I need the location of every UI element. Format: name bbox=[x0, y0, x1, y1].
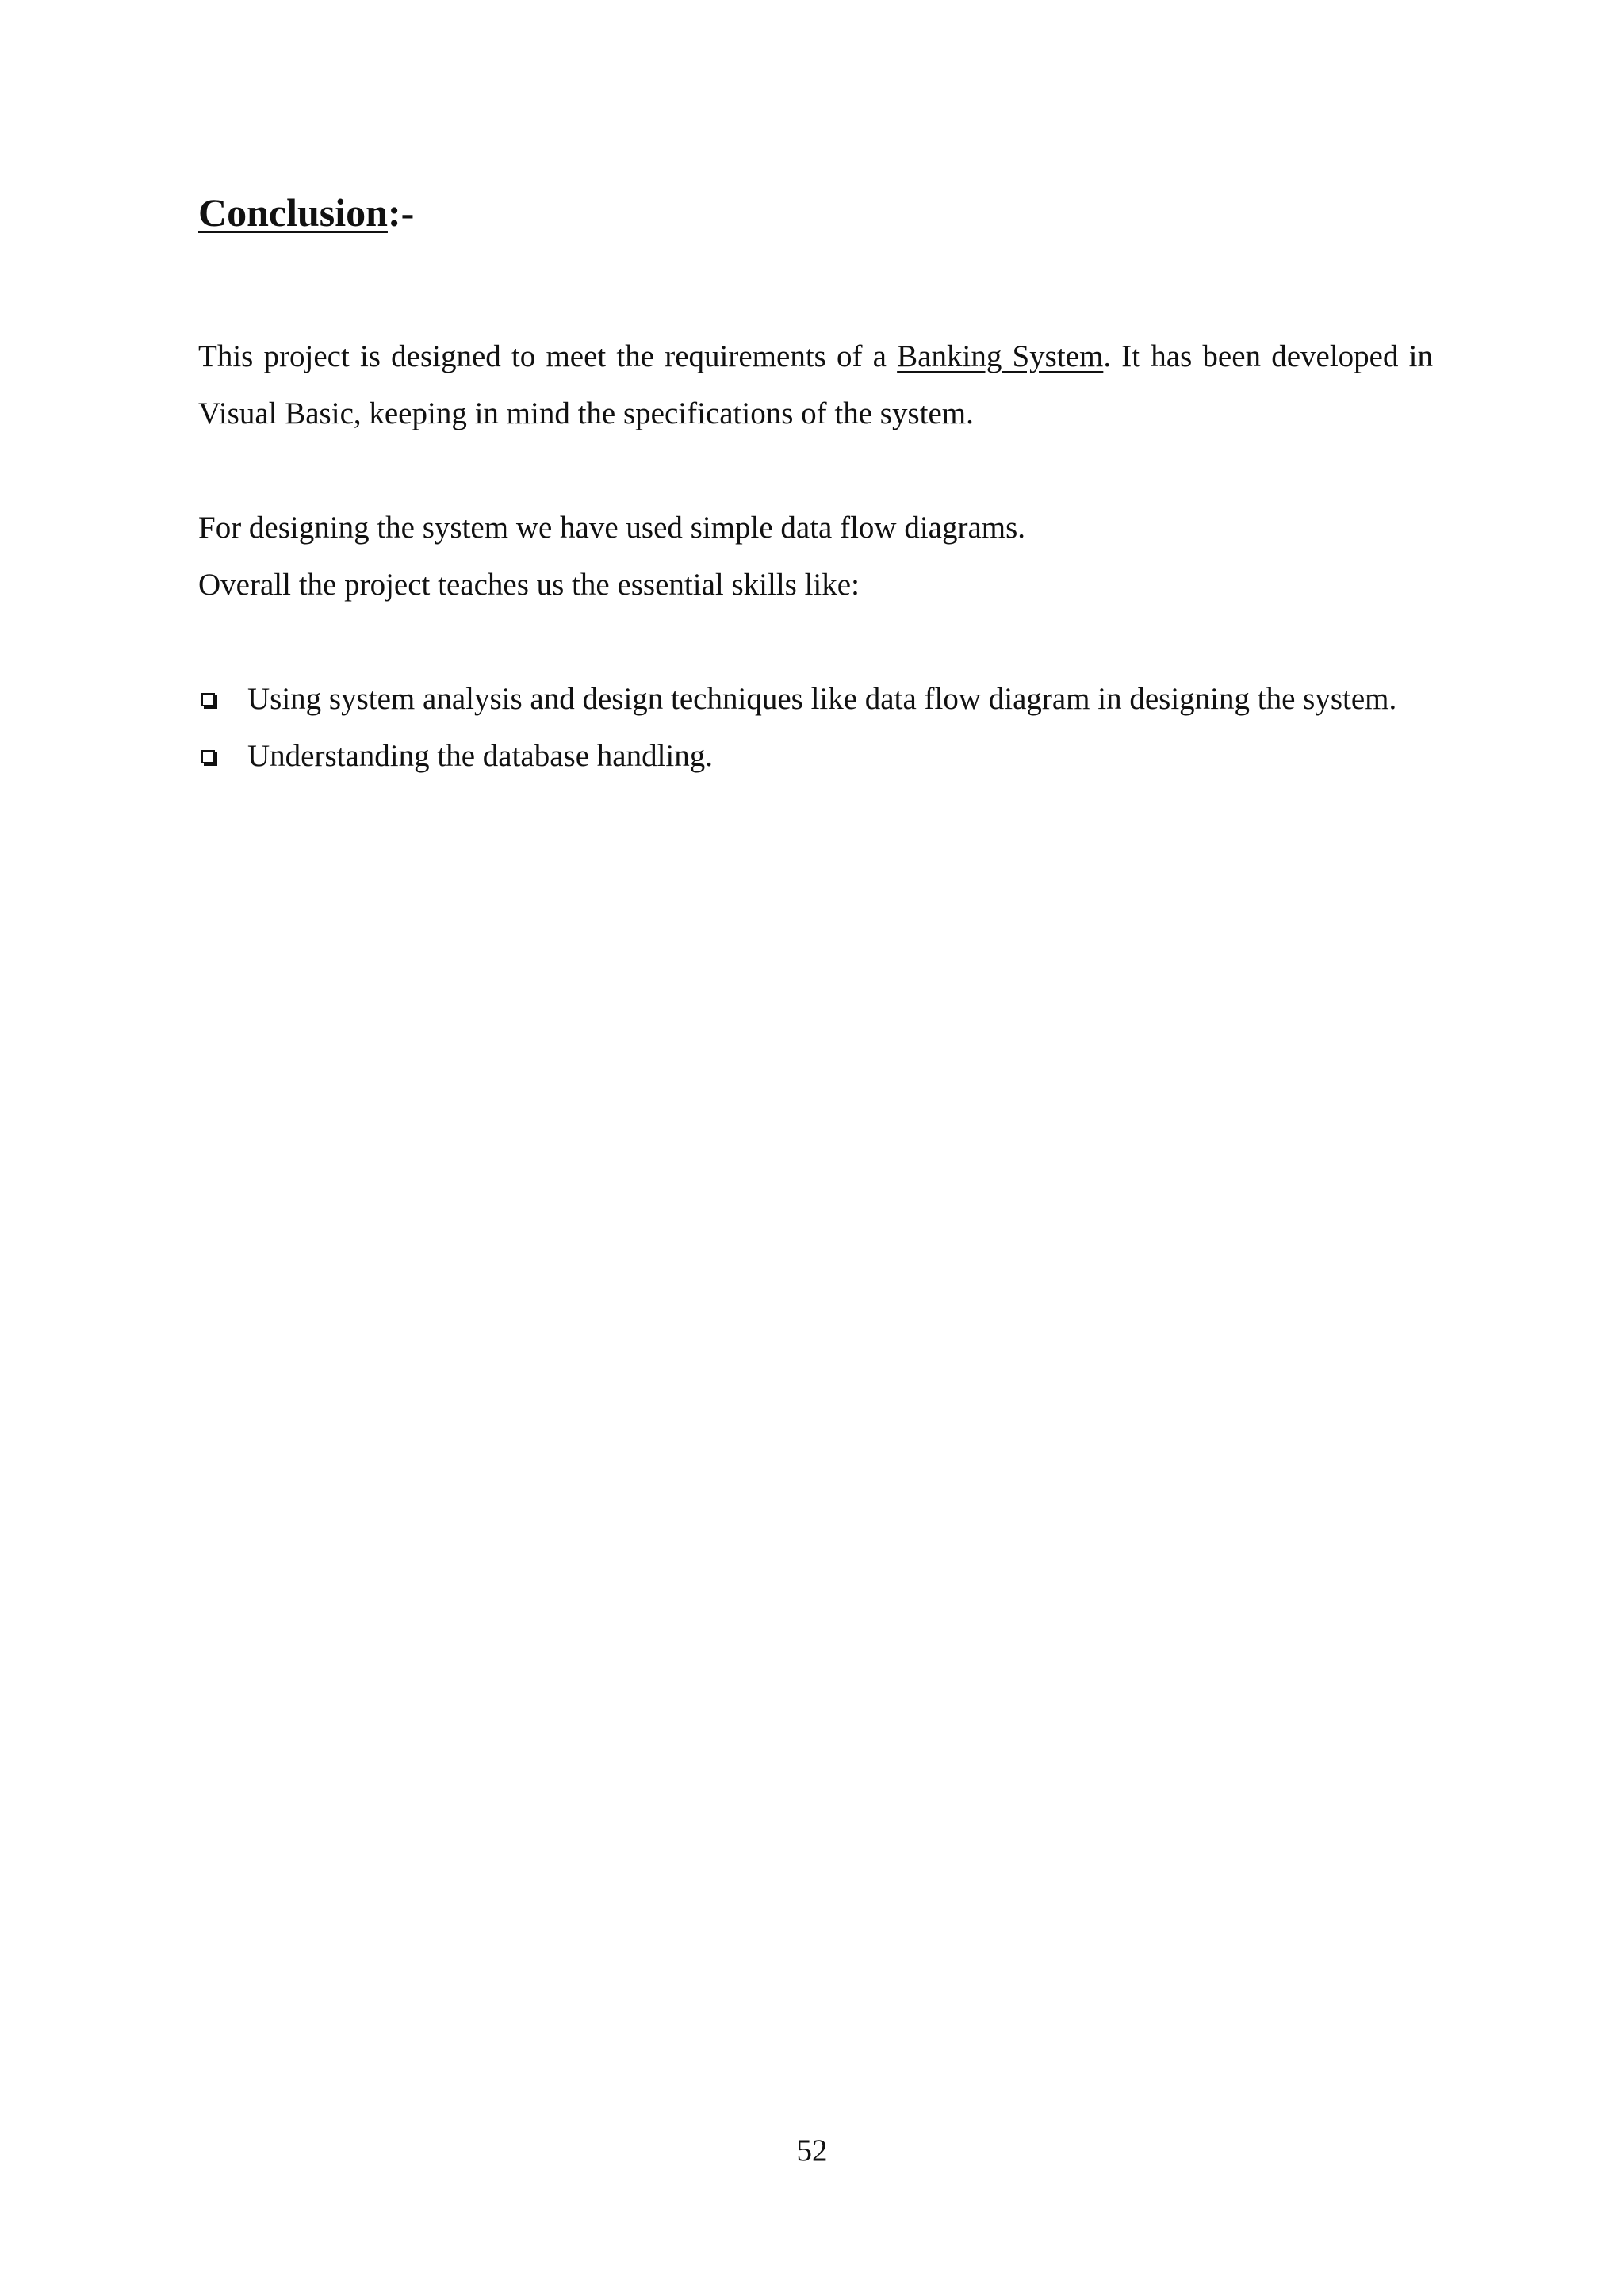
heading-suffix: :- bbox=[387, 190, 415, 235]
section-heading bbox=[198, 189, 414, 236]
intro-paragraph bbox=[198, 328, 1433, 442]
square-bullet-icon bbox=[201, 693, 215, 706]
intro-text-after: . It has been developed in Visual Basic, keeping in mind the specifications of the system. bbox=[198, 339, 1433, 430]
page-number: 52 bbox=[796, 2133, 828, 2168]
heading-title: Conclusion bbox=[198, 190, 388, 235]
design-line-2: Overall the project teaches us the essential skills like: bbox=[198, 568, 860, 602]
list-item bbox=[198, 671, 1433, 728]
design-line-1: For designing the system we have used simple data flow diagrams. bbox=[198, 511, 1026, 545]
banking-system-term: Banking System bbox=[897, 339, 1104, 373]
list-item-text: Using system analysis and design techniques like data flow diagram in designing the system. bbox=[247, 682, 1397, 716]
skills-list bbox=[198, 671, 1433, 785]
list-item bbox=[198, 728, 1433, 785]
design-paragraph bbox=[198, 499, 1433, 614]
square-bullet-icon bbox=[201, 750, 215, 763]
intro-text-before: This project is designed to meet the requirements of a bbox=[198, 339, 898, 373]
list-item-text: Understanding the database handling. bbox=[247, 739, 713, 773]
